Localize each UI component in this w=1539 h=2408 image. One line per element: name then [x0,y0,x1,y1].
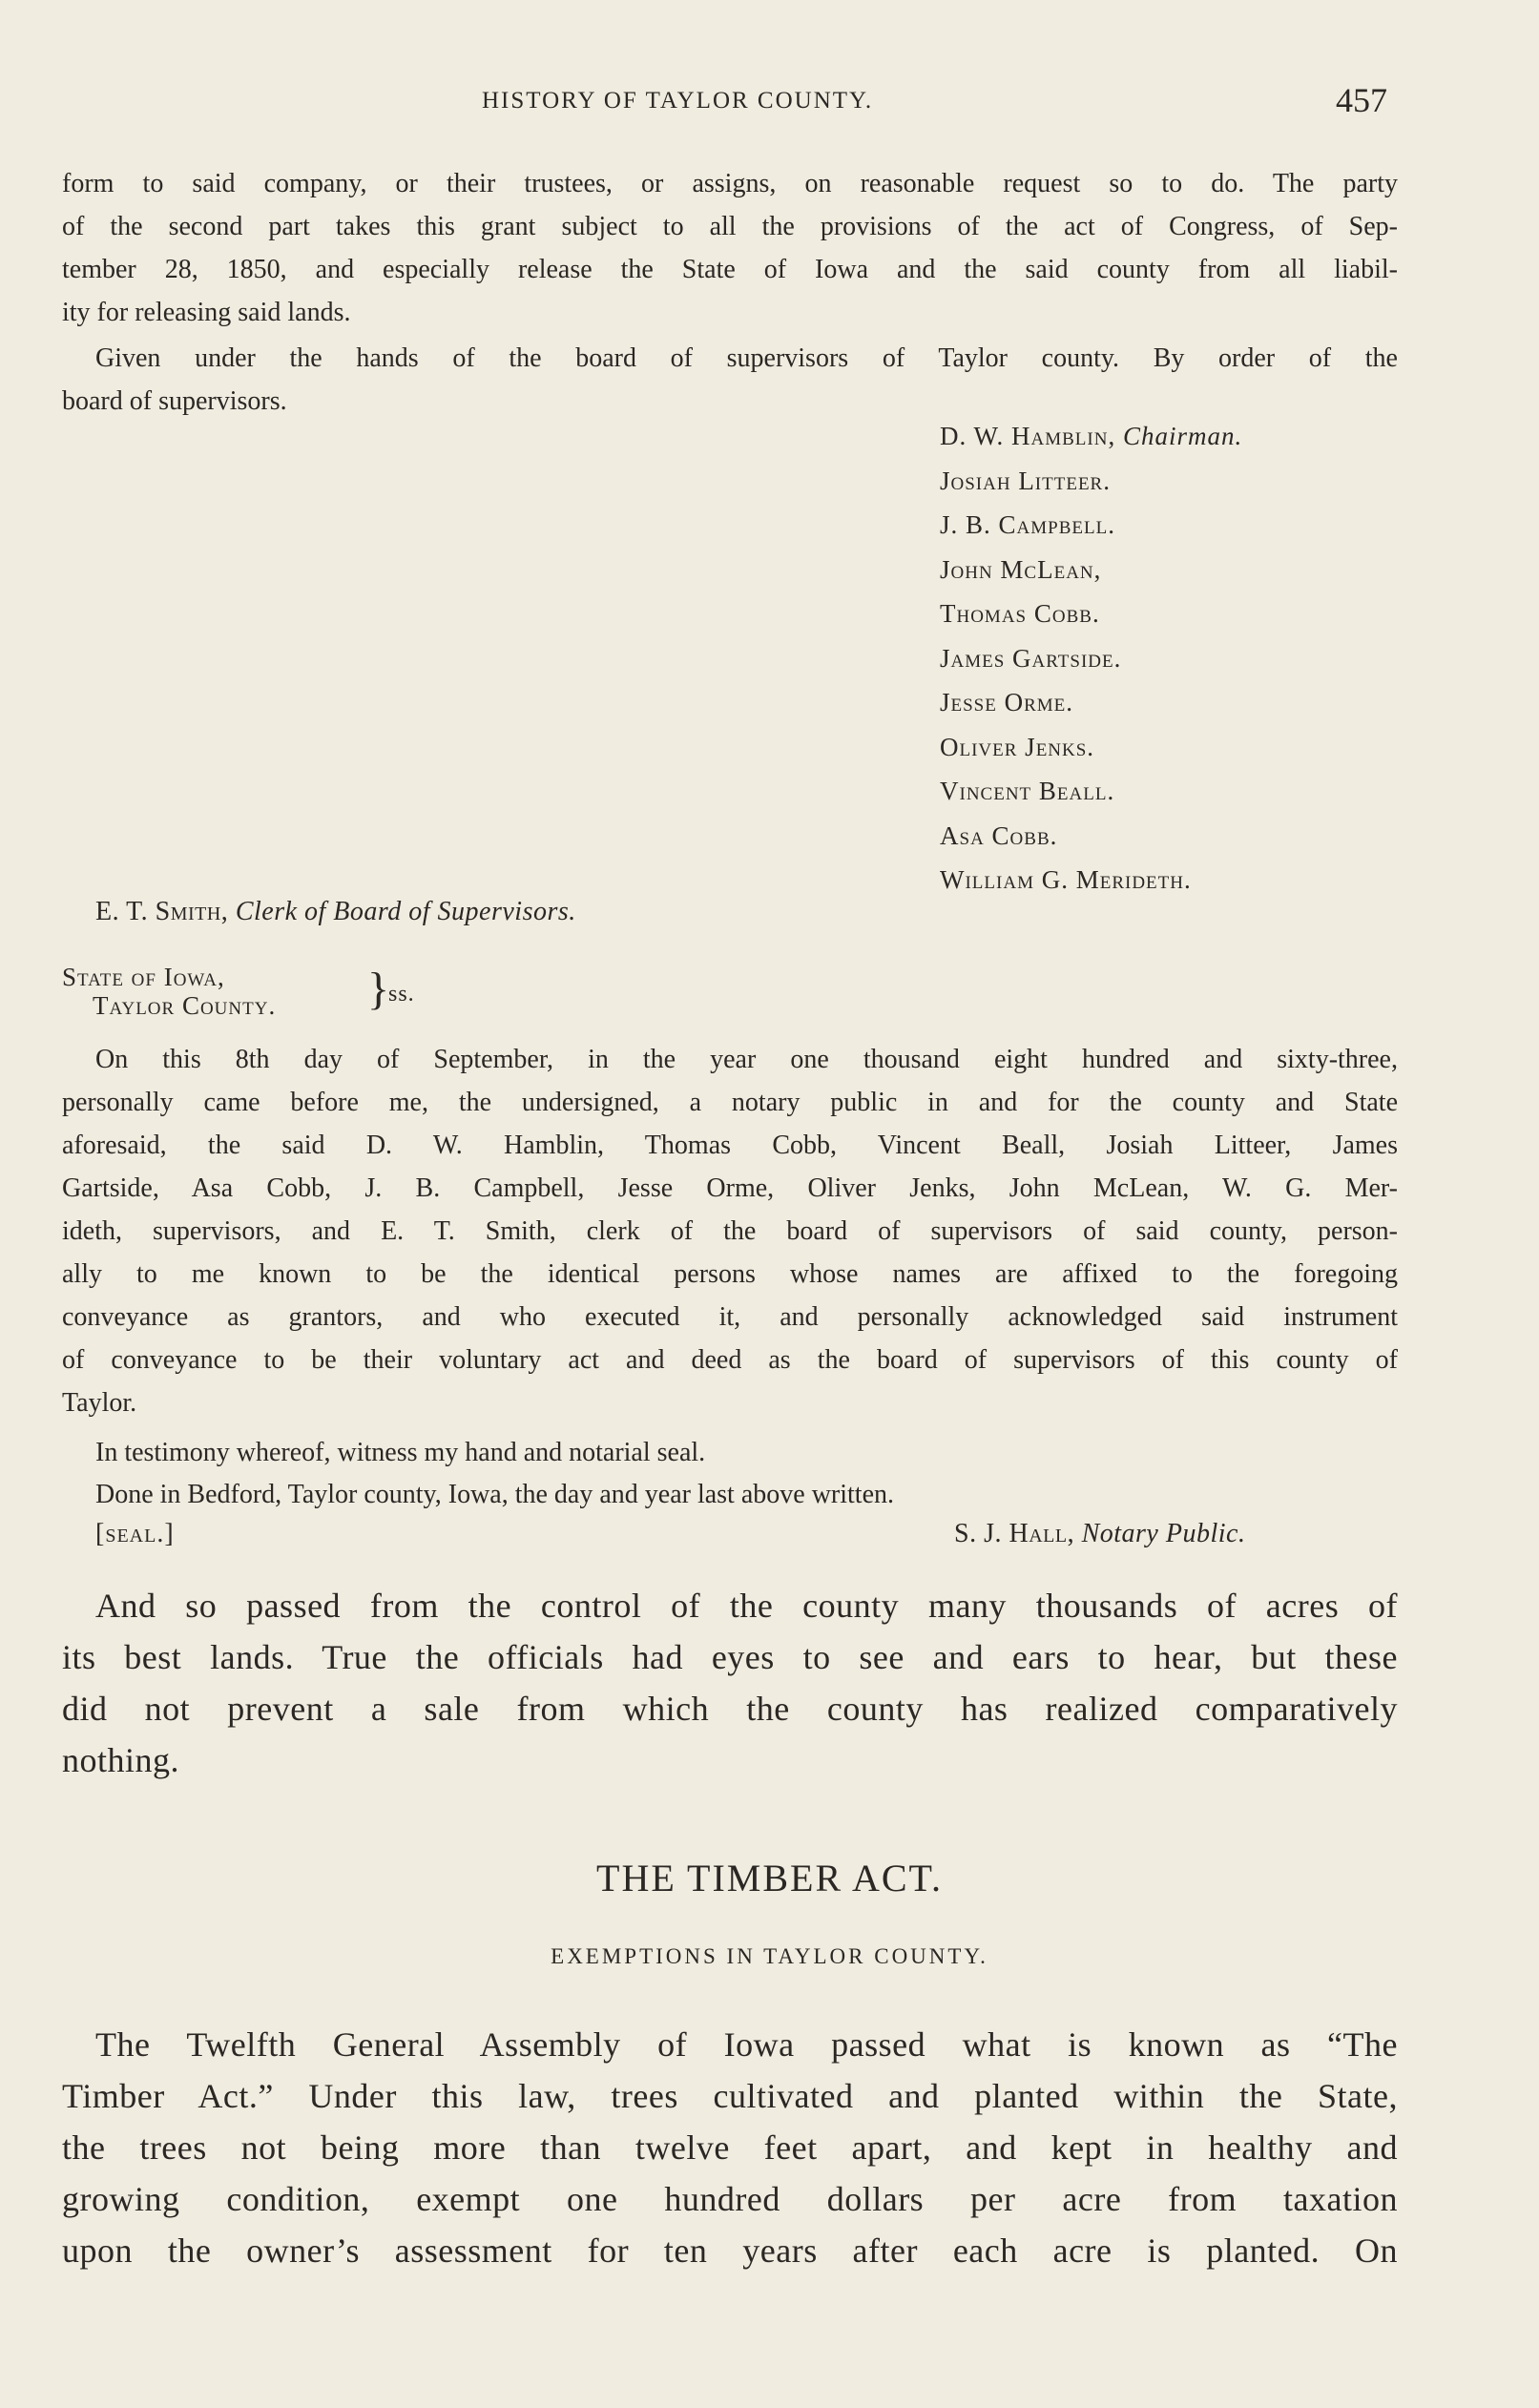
signer-name: Asa Cobb. [940,820,1058,850]
signer-name: J. B. Campbell. [940,510,1115,539]
text-line: board of supervisors. [62,386,287,416]
text-line: did not prevent a sale from which the county has realized comparatively [62,1690,1398,1728]
signer-name: Jesse Orme. [940,688,1074,716]
text-line: ally to me known to be the identical persons whose names are affixed to the foregoing [62,1259,1398,1289]
text-line: The Twelfth General Assembly of Iowa passed what is known as “The [95,2025,1398,2064]
signer-list [940,414,1474,903]
text-line: Timber Act.” Under this law, trees cultivated and planted within the State, [62,2077,1398,2115]
text-line: And so passed from the control of the county many thousands of acres of [95,1587,1398,1625]
signer-name: William G. Merideth. [940,865,1192,894]
text-line: its best lands. True the officials had eyes to see and ears to hear, but these [62,1638,1398,1676]
text-line: form to said company, or their trustees, or assigns, on reasonable request so to do. The party [62,169,1398,198]
done-in-line: Done in Bedford, Taylor county, Iowa, the day and year last above written. [95,1480,895,1509]
text-line: ity for releasing said lands. [62,298,351,327]
text-line: conveyance as grantors, and who executed it, and personally acknowledged said instrument [62,1302,1398,1332]
text-line: On this 8th day of September, in the year one thousand eight hundred and sixty-three, [95,1045,1398,1074]
text-line: Gartside, Asa Cobb, J. B. Campbell, Jesse Orme, Oliver Jenks, John McLean, W. G. Mer- [62,1173,1398,1203]
notary-name: S. J. Hall, [954,1519,1075,1548]
text-line: upon the owner’s assessment for ten years after each acre is planted. On [62,2232,1398,2270]
commentary-paragraph [62,1580,1398,1786]
venue-state: State of Iowa, [62,963,225,991]
signer-name: Oliver Jenks. [940,732,1095,761]
text-line: of conveyance to be their voluntary act and deed as the board of supervisors of this county of [62,1345,1398,1375]
signer-name: James Gartside. [940,643,1122,673]
testimony-line: In testimony whereof, witness my hand and notarial seal. [95,1438,706,1467]
signer-name: Vincent Beall. [940,777,1115,805]
text-line: of the second part takes this grant subject to all the provisions of the act of Congress, of Sep- [62,212,1398,241]
text-line: Given under the hands of the board of supervisors of Taylor county. By order of the [95,343,1398,373]
signer-title: Chairman. [1122,422,1243,450]
clerk-title: Clerk of Board of Supervisors. [235,897,576,926]
signer-name: D. W. Hamblin, [940,422,1116,450]
timber-act-paragraph [62,2019,1398,2276]
section-subtitle: EXEMPTIONS IN TAYLOR COUNTY. [551,1944,988,1968]
signer-line [940,414,1474,459]
deed-paragraph-2 [62,337,1398,423]
venue-ss: ss. [388,982,415,1007]
text-line: nothing. [62,1741,180,1779]
clerk-name: E. T. Smith, [95,897,229,926]
notary-signature [954,1519,1245,1549]
seal-mark: [seal.] [95,1519,175,1548]
signer-name: John McLean, [940,554,1102,584]
text-line: personally came before me, the undersigned, a notary public in and for the county and State [62,1088,1398,1117]
notary-title: Notary Public. [1081,1519,1246,1548]
text-line: tember 28, 1850, and especially release the State of Iowa and the said county from all liabil- [62,255,1398,284]
signer-name: Josiah Litteer. [940,466,1111,495]
page-number: 457 [1336,81,1387,119]
venue-block [62,963,415,1020]
text-line: the trees not being more than twelve feet apart, and kept in healthy and [62,2128,1398,2167]
deed-paragraph-1 [62,162,1398,334]
clerk-signature [95,897,576,927]
section-title: THE TIMBER ACT. [596,1857,943,1899]
venue-brace: } [367,964,391,1014]
text-line: ideth, supervisors, and E. T. Smith, clerk of the board of supervisors of said county, person- [62,1216,1398,1246]
acknowledgment-paragraph [62,1038,1398,1424]
signer-name: Thomas Cobb. [940,599,1100,628]
text-line: growing condition, exempt one hundred dollars per acre from taxation [62,2180,1398,2218]
running-head: HISTORY OF TAYLOR COUNTY. [482,88,874,114]
venue-county: Taylor County. [93,991,277,1020]
text-line: Taylor. [62,1388,137,1418]
text-line: aforesaid, the said D. W. Hamblin, Thomas Cobb, Vincent Beall, Josiah Litteer, James [62,1131,1398,1160]
